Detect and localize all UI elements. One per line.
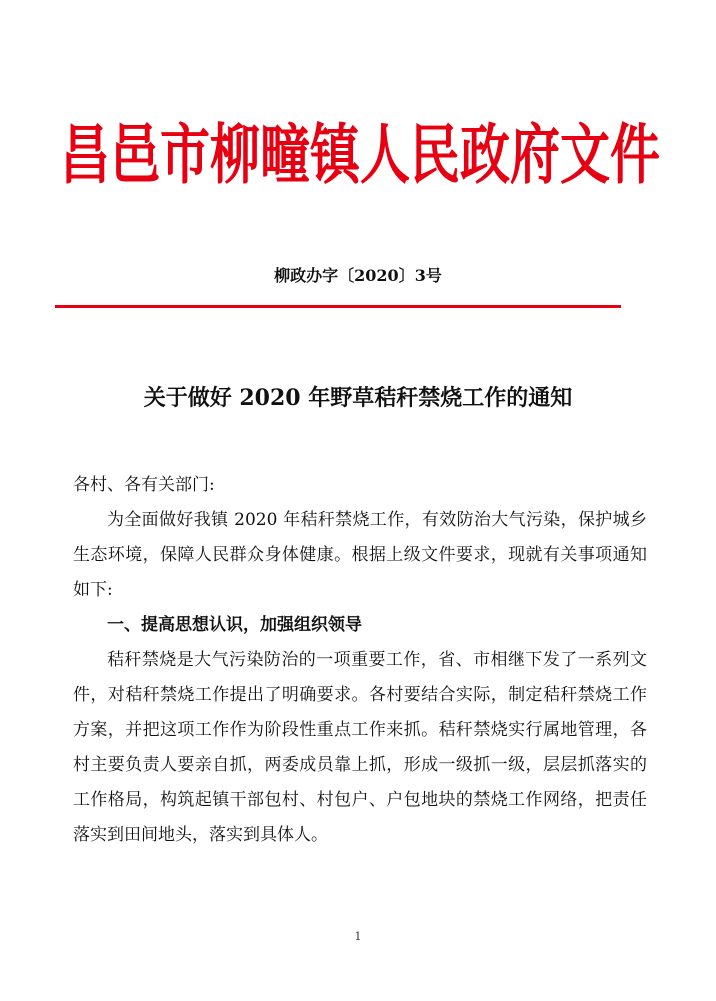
document-body [73,468,647,853]
document-title: 关于做好 2020 年野草秸秆禁烧工作的通知 [143,385,573,411]
salutation: 各村、各有关部门: [73,475,215,495]
section-paragraph: 秸秆禁烧是大气污染防治的一项重要工作，省、市相继下发了一系列文件，对秸秆禁烧工作提出了明确要求。各村要结合实际，制定秸秆禁烧工作方案，并把这项工作作为阶段性重点工作来抓。秸秆禁烧实行属地管理，各村主要负责人要亲自抓，两委成员靠上抓，形成一级抓一级，层层抓落实的工作格局，构筑起镇干部包村、村包户、户包地块的禁烧工作网络，把责任落实到田间地头，落实到具体人。 [73,650,647,845]
document-number: 柳政办字〔2020〕3号 [274,266,442,285]
masthead-title: 昌邑市柳疃镇人民政府文件 [60,117,660,193]
red-divider-line [55,305,621,308]
section-heading: 一、提高思想认识，加强组织领导 [107,615,362,635]
intro-paragraph: 为全面做好我镇 2020 年秸秆禁烧工作，有效防治大气污染，保护城乡生态环境，保障人民群众身体健康。根据上级文件要求，现就有关事项通知如下: [73,510,647,600]
page-number: 1 [354,930,362,943]
